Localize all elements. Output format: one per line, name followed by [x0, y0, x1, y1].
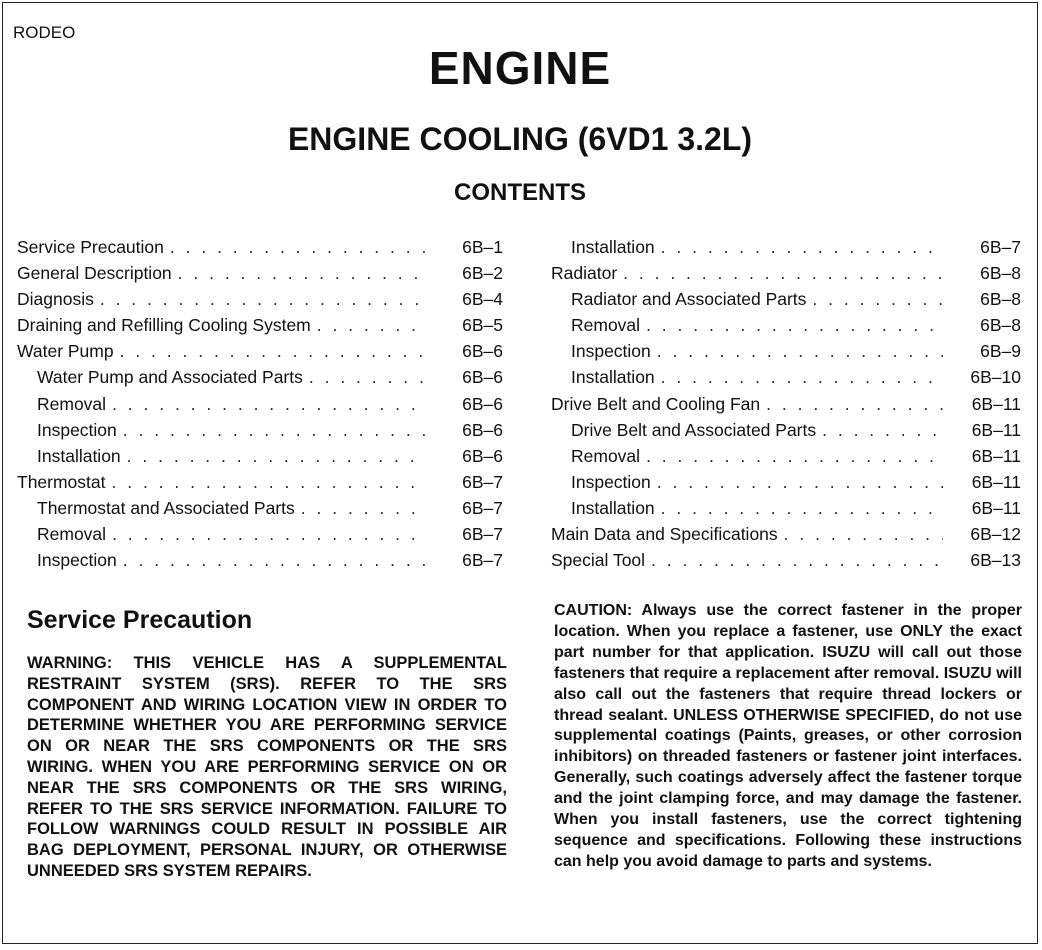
toc-dot-leader: [127, 446, 425, 467]
page-title: ENGINE: [428, 42, 612, 94]
toc-dot-leader: [112, 524, 425, 545]
service-precaution-heading: Service Precaution: [27, 606, 253, 634]
toc-entry: [551, 550, 1025, 576]
toc-entry-label: General Description: [17, 263, 172, 284]
toc-dot-leader: [822, 420, 943, 441]
toc-entry-page: 6B–2: [462, 263, 503, 284]
toc-entry-page: 6B–7: [462, 471, 503, 492]
toc-entry-page: 6B–7: [462, 550, 503, 571]
toc-entry-page: 6B–12: [970, 524, 1021, 545]
toc-dot-leader: [651, 550, 943, 571]
toc-entry-label: Inspection: [37, 550, 117, 571]
toc-entry: [17, 263, 507, 289]
toc-entry-label: Installation: [571, 237, 655, 257]
toc-entry-label: Radiator: [551, 263, 618, 284]
toc-entry-page: 6B–7: [980, 237, 1021, 257]
toc-entry-page: 6B–5: [462, 315, 503, 336]
toc-dot-leader: [812, 289, 943, 310]
manual-page: [2, 2, 1038, 944]
toc-entry-page: 6B–4: [462, 289, 503, 310]
toc-entry: [551, 472, 1025, 498]
page-subtitle: ENGINE COOLING (6VD1 3.2L): [287, 121, 753, 157]
toc-entry-label: Thermostat: [17, 471, 106, 492]
toc-entry: [551, 341, 1025, 367]
toc-entry-label: Inspection: [571, 471, 651, 492]
toc-entry-page: 6B–11: [971, 445, 1021, 466]
toc-entry: [17, 446, 507, 472]
toc-entry-page: 6B–6: [462, 341, 503, 362]
toc-entry: [551, 315, 1025, 341]
toc-left-column: [17, 237, 507, 576]
toc-entry: [551, 524, 1025, 550]
toc-entry: [17, 367, 507, 393]
toc-entry-page: 6B–6: [462, 445, 503, 466]
toc-dot-leader: [766, 394, 943, 415]
toc-entry-page: 6B–11: [971, 497, 1021, 518]
toc-entry: [17, 289, 507, 315]
toc-entry-page: 6B–6: [462, 367, 503, 388]
toc-entry: [17, 420, 507, 446]
toc-dot-leader: [661, 498, 943, 519]
toc-entry-label: Drive Belt and Cooling Fan: [551, 393, 761, 414]
toc-entry-page: 6B–8: [980, 315, 1021, 336]
toc-entry-page: 6B–13: [970, 550, 1021, 571]
toc-entry-page: 6B–7: [462, 524, 503, 545]
toc-entry: [551, 289, 1025, 315]
toc-dot-leader: [170, 237, 425, 258]
toc-entry-page: 6B–6: [462, 419, 503, 440]
toc-dot-leader: [646, 446, 943, 467]
toc-dot-leader: [123, 550, 425, 571]
toc-entry-page: 6B–9: [980, 341, 1021, 362]
toc-entry: [551, 263, 1025, 289]
srs-warning-text: WARNING: THIS VEHICLE HAS A SUPPLEMENTAL RESTRAINT SYSTEM (SRS). REFER TO THE SRS COMPONENT AND WIRING LOCATION VIEW IN ORDER TO DETERMINE WHETHER YOU ARE PERFORMING SERVICE ON OR NEAR THE SRS COMPONENTS OR THE SRS WIRING. WHEN YOU ARE PERFORMING SERVICE ON OR NEAR THE SRS COMPONENTS OR THE SRS WIRING, REFER TO THE SRS SERVICE INFORMATION. FAILURE TO FOLLOW WARNINGS COULD RESULT IN POSSIBLE AIR BAG DEPLOYMENT, PERSONAL INJURY, OR OTHERWISE UNNEEDED SRS SYSTEM REPAIRS.: [27, 654, 507, 880]
toc-entry-label: Installation: [571, 497, 655, 518]
toc-right-column: [551, 237, 1025, 576]
toc-entry-page: 6B–8: [980, 263, 1021, 284]
toc-entry: [551, 394, 1025, 420]
toc-dot-leader: [317, 315, 425, 336]
toc-dot-leader: [309, 367, 425, 388]
toc-entry-label: Diagnosis: [17, 289, 94, 310]
toc-entry: [551, 367, 1025, 393]
toc-dot-leader: [178, 263, 425, 284]
toc-dot-leader: [661, 367, 943, 388]
toc-entry: [17, 524, 507, 550]
toc-dot-leader: [301, 498, 425, 519]
toc-dot-leader: [123, 420, 425, 441]
toc-entry: [17, 498, 507, 524]
toc-entry-label: Installation: [571, 367, 655, 388]
toc-entry-label: Inspection: [37, 419, 117, 440]
toc-entry-page: 6B–7: [462, 497, 503, 518]
toc-dot-leader: [661, 237, 943, 258]
toc-dot-leader: [120, 341, 425, 362]
toc-entry-label: Draining and Refilling Cooling System: [17, 315, 311, 336]
toc-entry-label: Service Precaution: [17, 237, 164, 257]
toc-entry: [17, 341, 507, 367]
toc-entry: [551, 237, 1025, 263]
toc-entry-page: 6B–11: [971, 393, 1021, 414]
model-name: RODEO: [13, 23, 76, 42]
toc-entry-label: Drive Belt and Associated Parts: [571, 419, 817, 440]
toc-entry-label: Main Data and Specifications: [551, 524, 778, 545]
toc-entry: [17, 394, 507, 420]
toc-entry-page: 6B–6: [462, 393, 503, 414]
toc-entry-label: Special Tool: [551, 550, 646, 571]
toc-dot-leader: [657, 341, 943, 362]
toc-dot-leader: [646, 315, 943, 336]
toc-entry: [551, 446, 1025, 472]
toc-dot-leader: [623, 263, 943, 284]
contents-heading: CONTENTS: [454, 179, 586, 206]
toc-dot-leader: [100, 289, 425, 310]
toc-entry: [17, 472, 507, 498]
toc-entry-page: 6B–11: [971, 471, 1021, 492]
toc-entry-label: Water Pump: [17, 341, 114, 362]
toc-dot-leader: [112, 394, 425, 415]
toc-dot-leader: [784, 524, 943, 545]
toc-entry: [551, 498, 1025, 524]
toc-dot-leader: [112, 472, 426, 493]
toc-entry-label: Removal: [37, 393, 107, 414]
toc-entry-page: 6B–10: [970, 367, 1021, 388]
toc-entry-label: Radiator and Associated Parts: [571, 289, 807, 310]
toc-entry-label: Inspection: [571, 341, 651, 362]
toc-entry-label: Installation: [37, 445, 121, 466]
toc-entry-page: 6B–8: [980, 289, 1021, 310]
toc-entry-page: 6B–11: [971, 419, 1021, 440]
toc-entry-label: Removal: [571, 315, 641, 336]
toc-entry-page: 6B–1: [462, 237, 503, 257]
toc-entry-label: Thermostat and Associated Parts: [37, 497, 295, 518]
toc-entry: [17, 315, 507, 341]
fastener-caution-text: CAUTION: Always use the correct fastener in the proper location. When you replace a fastener, use ONLY the exact part number for that application. ISUZU will call out those fasteners that require a replacement after removal. ISUZU will also call out the fasteners that require thread lockers or thread sealant. UNLESS OTHERWISE SPECIFIED, do not use supplemental coatings (Paints, greases, or other corrosion inhibitors) on threaded fasteners or fastener joint interfaces. Generally, such coatings adversely affect the fastener torque and the joint clamping force, and may damage the fastener. When you install fasteners, use the correct tightening sequence and specifications. Following these instructions can help you avoid damage to parts and systems.: [554, 602, 1022, 870]
toc-entry-label: Removal: [571, 445, 641, 466]
toc-entry-label: Water Pump and Associated Parts: [37, 367, 303, 388]
toc-dot-leader: [657, 472, 943, 493]
toc-entry-label: Removal: [37, 524, 107, 545]
toc-entry: [17, 550, 507, 576]
toc-entry: [17, 237, 507, 263]
toc-entry: [551, 420, 1025, 446]
